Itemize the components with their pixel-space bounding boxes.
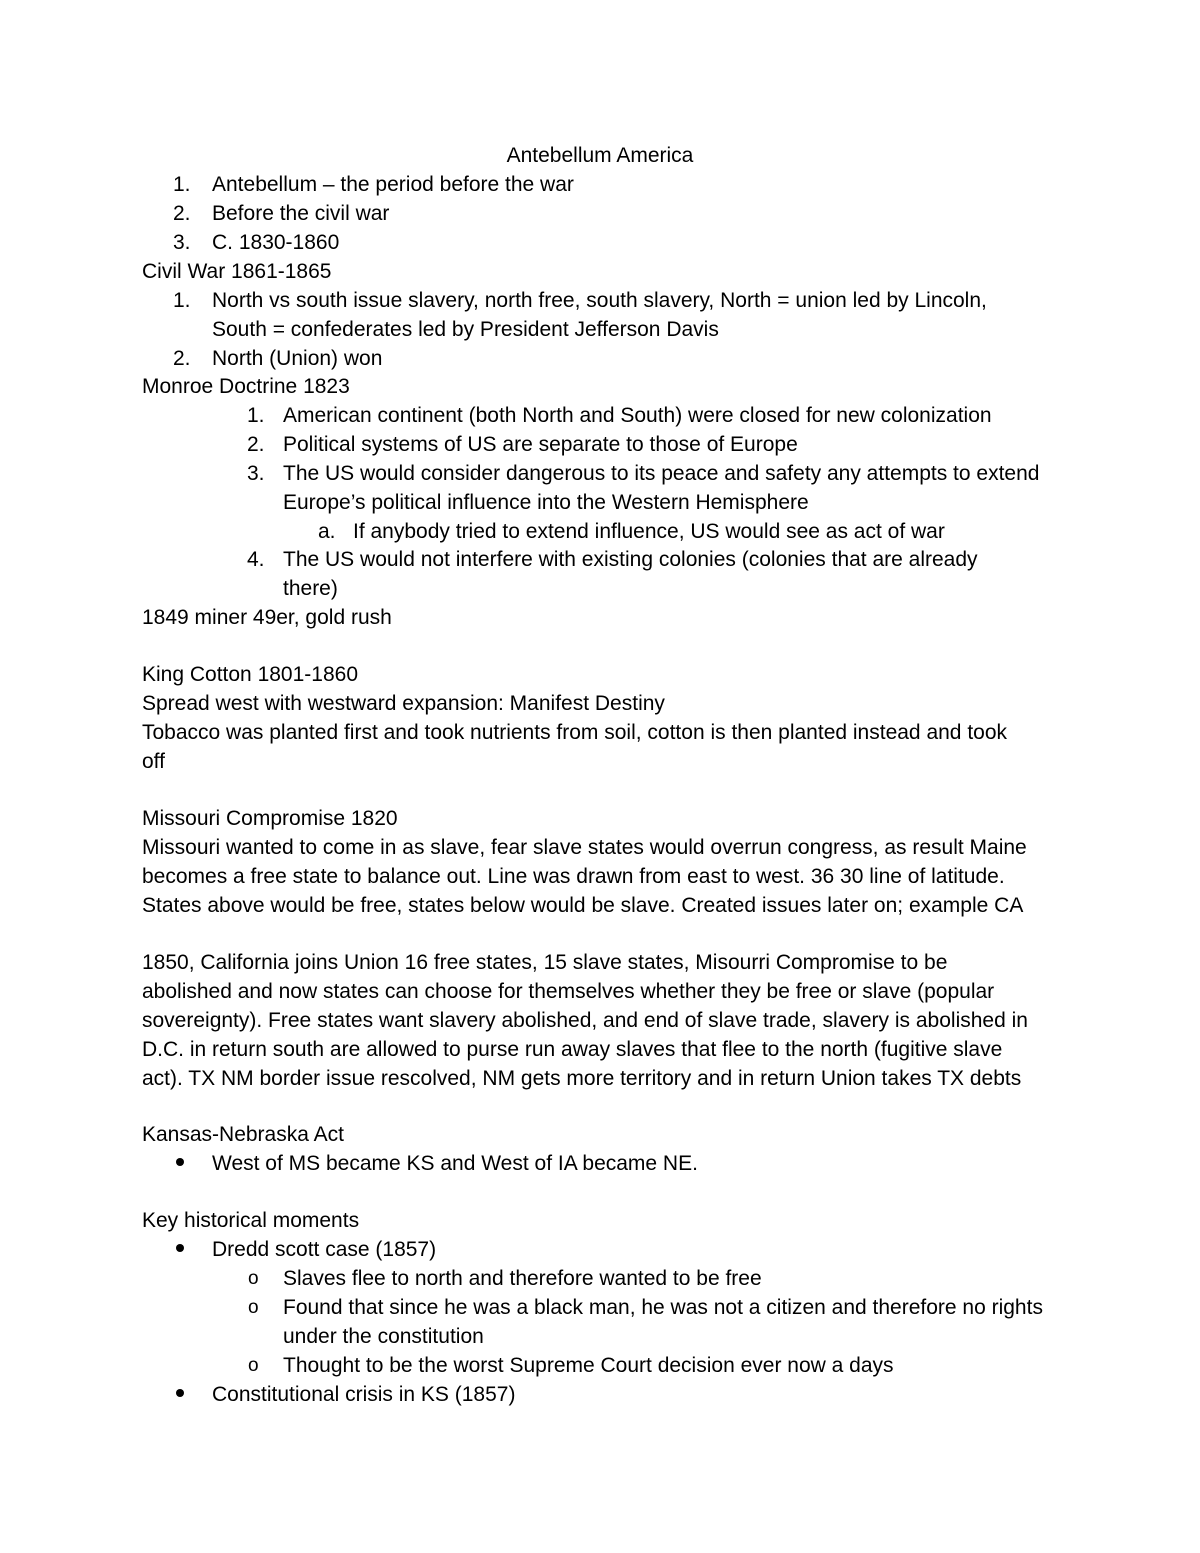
section-heading: Civil War 1861-1865 [142,260,332,283]
list-item-continuation: South = confederates led by President Jefferson Davis [212,318,719,341]
section-heading: Monroe Doctrine 1823 [142,375,350,398]
sublist-marker: a. [318,520,336,543]
sub-bullet-item: Found that since he was a black man, he was not a citizen and therefore no rights [283,1296,1043,1319]
circle-bullet-icon: o [248,1268,259,1289]
paragraph-line: abolished and now states can choose for themselves whether they be free or slave (popular [142,980,995,1003]
bullet-item: West of MS became KS and West of IA became NE. [212,1152,698,1175]
list-marker: 1. [247,404,265,427]
section-heading: Key historical moments [142,1209,360,1232]
bullet-icon [176,1244,184,1252]
paragraph-line: States above would be free, states below would be slave. Created issues later on; example CA [142,894,1024,917]
paragraph-line: 1849 miner 49er, gold rush [142,606,392,629]
paragraph-line: Tobacco was planted first and took nutrients from soil, cotton is then planted instead and took [142,721,1008,744]
list-marker: 4. [247,548,265,571]
list-item: North vs south issue slavery, north free, south slavery, North = union led by Lincoln, [212,289,987,312]
list-item-continuation: there) [283,577,338,600]
circle-bullet-icon: o [248,1355,259,1376]
bullet-icon [176,1389,184,1397]
paragraph-line: D.C. in return south are allowed to purse run away slaves that flee to the north (fugitive slave [142,1038,1003,1061]
list-item: C. 1830-1860 [212,231,340,254]
section-heading: Kansas-Nebraska Act [142,1123,344,1146]
sub-bullet-item: Slaves flee to north and therefore wanted to be free [283,1267,762,1290]
list-marker: 2. [173,347,191,370]
list-marker: 3. [173,231,191,254]
paragraph-line: sovereignty). Free states want slavery abolished, and end of slave trade, slavery is abolished in [142,1009,1028,1032]
list-item: Political systems of US are separate to those of Europe [283,433,798,456]
list-item: Before the civil war [212,202,390,225]
paragraph-line: becomes a free state to balance out. Line was drawn from east to west. 36 30 line of latitude. [142,865,1005,888]
list-marker: 1. [173,289,191,312]
paragraph-line: off [142,750,165,773]
circle-bullet-icon: o [248,1297,259,1318]
bullet-item: Constitutional crisis in KS (1857) [212,1383,516,1406]
section-heading: King Cotton 1801-1860 [142,663,358,686]
sub-bullet-continuation: under the constitution [283,1325,484,1348]
list-item: Antebellum – the period before the war [212,173,574,196]
bullet-icon [176,1158,184,1166]
paragraph-line: 1850, California joins Union 16 free states, 15 slave states, Misourri Compromise to be [142,951,948,974]
list-marker: 2. [247,433,265,456]
list-item: American continent (both North and South) were closed for new colonization [283,404,992,427]
bullet-item: Dredd scott case (1857) [212,1238,437,1261]
sub-bullet-item: Thought to be the worst Supreme Court decision ever now a days [283,1354,894,1377]
list-item: The US would consider dangerous to its peace and safety any attempts to extend [283,462,1040,485]
paragraph-line: act). TX NM border issue rescolved, NM gets more territory and in return Union takes TX debts [142,1067,1022,1090]
section-heading: Missouri Compromise 1820 [142,807,398,830]
list-marker: 1. [173,173,191,196]
document-title: Antebellum America [506,144,694,167]
paragraph-line: Spread west with westward expansion: Manifest Destiny [142,692,665,715]
list-item-continuation: Europe’s political influence into the Western Hemisphere [283,491,809,514]
list-item: North (Union) won [212,347,383,370]
list-item: The US would not interfere with existing colonies (colonies that are already [283,548,978,571]
sublist-item: If anybody tried to extend influence, US would see as act of war [353,520,945,543]
paragraph-line: Missouri wanted to come in as slave, fear slave states would overrun congress, as result Maine [142,836,1027,859]
list-marker: 2. [173,202,191,225]
list-marker: 3. [247,462,265,485]
